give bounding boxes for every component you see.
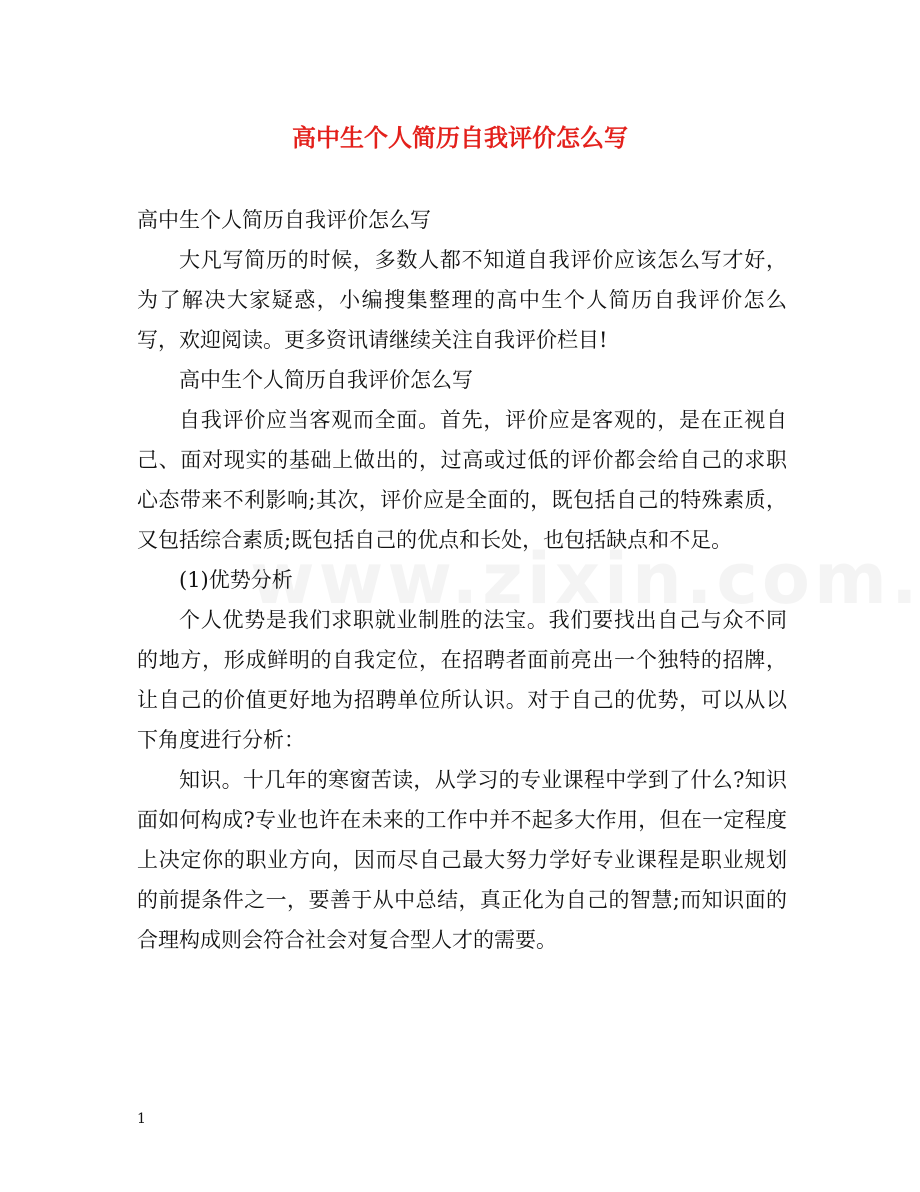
intro-paragraph: 大凡写简历的时候，多数人都不知道自我评价应该怎么写才好，为了解决大家疑惑，小编搜集整理的高中生个人简历自我评价怎么写，欢迎阅读。更多资讯请继续关注自我评价栏目! xyxy=(137,248,787,352)
page-number: 1 xyxy=(137,1111,146,1127)
paragraph: 自我评价应当客观而全面。首先，评价应是客观的，是在正视自己、面对现实的基础上做出的，过高或过低的评价都会给自己的求职心态带来不利影响;其次，评价应是全面的，既包括自己的特殊素质，又包括综合素质;既包括自己的优点和长处，也包括缺点和不足。 xyxy=(137,408,787,552)
paragraph: 知识。十几年的寒窗苦读，从学习的专业课程中学到了什么?知识面如何构成?专业也许在未来的工作中并不起多大作用，但在一定程度上决定你的职业方向，因而尽自己最大努力学好专业课程是职业规划的前提条件之一，要善于从中总结，真正化为自己的智慧;而知识面的合理构成则会符合社会对复合型人才的需要。 xyxy=(137,768,787,952)
section-heading: 高中生个人简历自我评价怎么写 xyxy=(137,208,431,232)
document-title: 高中生个人简历自我评价怎么写 xyxy=(292,123,628,152)
subheading-advantage-analysis: (1)优势分析 xyxy=(179,568,293,592)
document-body xyxy=(137,200,787,960)
subheading: 高中生个人简历自我评价怎么写 xyxy=(179,368,473,392)
paragraph: 个人优势是我们求职就业制胜的法宝。我们要找出自己与众不同的地方，形成鲜明的自我定位，在招聘者面前亮出一个独特的招牌，让自己的价值更好地为招聘单位所认识。对于自己的优势，可以从以下角度进行分析： xyxy=(137,608,787,752)
